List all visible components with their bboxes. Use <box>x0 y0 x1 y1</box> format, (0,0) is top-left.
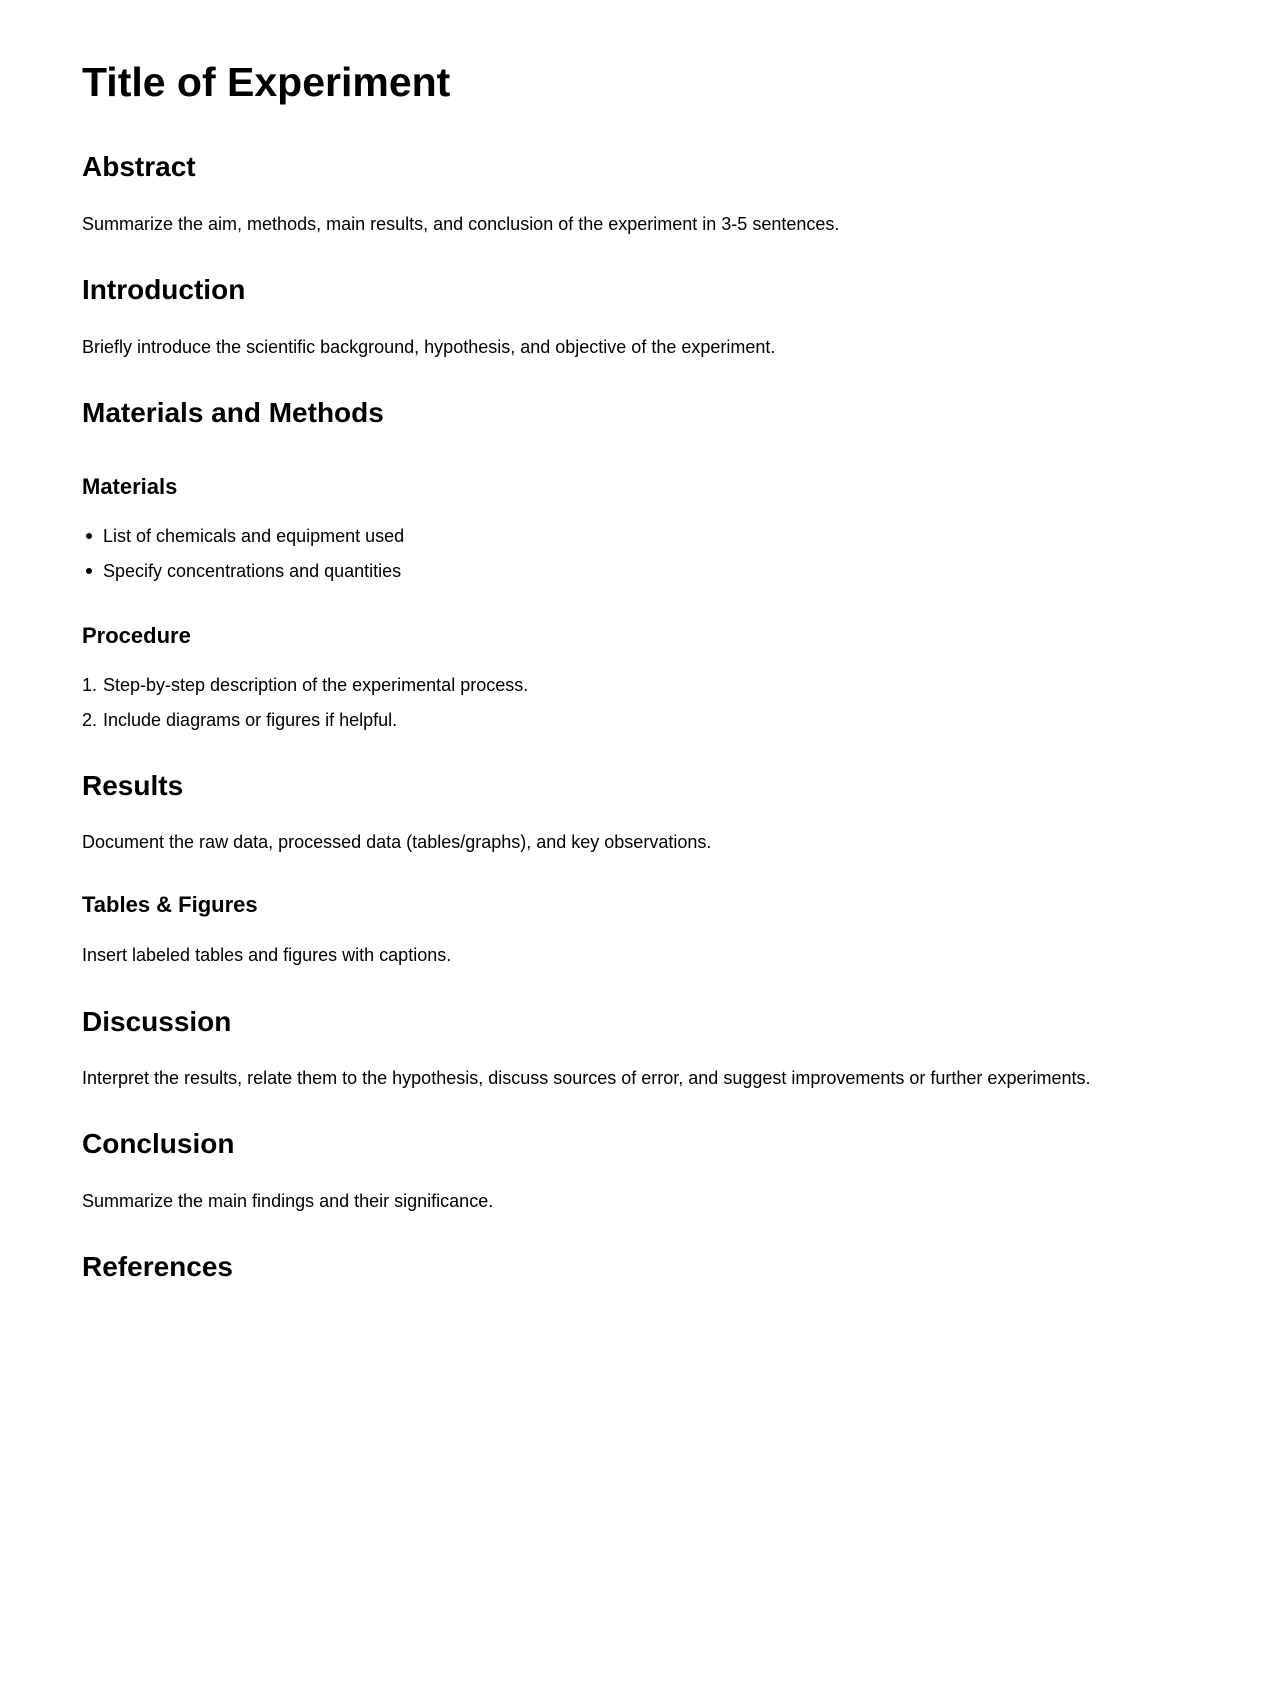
list-item <box>82 524 404 559</box>
procedure-step-text: Step-by-step description of the experimental process. <box>103 675 529 695</box>
list-item <box>82 708 528 743</box>
procedure-step-text: Include diagrams or figures if helpful. <box>103 710 398 730</box>
bullet-icon <box>86 568 92 574</box>
step-number: 2. <box>82 710 98 730</box>
bullet-icon <box>86 533 92 539</box>
procedure-heading: Procedure <box>82 623 191 648</box>
introduction-text: Briefly introduce the scientific background, hypothesis, and objective of the experiment. <box>82 337 776 357</box>
discussion-text: Interpret the results, relate them to the hypothesis, discuss sources of error, and suggest improvements or further experiments. <box>82 1068 1091 1088</box>
results-heading: Results <box>82 770 184 801</box>
page-title: Title of Experiment <box>82 59 451 105</box>
materials-item-text: Specify concentrations and quantities <box>103 561 402 581</box>
materials-item-text: List of chemicals and equipment used <box>103 526 405 546</box>
conclusion-heading: Conclusion <box>82 1128 235 1159</box>
results-text: Document the raw data, processed data (tables/graphs), and key observations. <box>82 832 712 852</box>
tables-figures-heading: Tables & Figures <box>82 892 258 917</box>
tables-figures-text: Insert labeled tables and figures with captions. <box>82 945 452 965</box>
references-heading: References <box>82 1251 233 1282</box>
abstract-heading: Abstract <box>82 151 196 182</box>
conclusion-text: Summarize the main findings and their significance. <box>82 1191 494 1211</box>
procedure-list <box>82 673 528 743</box>
materials-list <box>82 524 404 594</box>
list-item <box>82 673 528 708</box>
discussion-heading: Discussion <box>82 1006 232 1037</box>
abstract-text: Summarize the aim, methods, main results, and conclusion of the experiment in 3-5 sentences. <box>82 214 840 234</box>
materials-methods-heading: Materials and Methods <box>82 397 384 428</box>
step-number: 1. <box>82 675 98 695</box>
introduction-heading: Introduction <box>82 274 246 305</box>
list-item <box>82 559 404 594</box>
materials-heading: Materials <box>82 474 178 499</box>
